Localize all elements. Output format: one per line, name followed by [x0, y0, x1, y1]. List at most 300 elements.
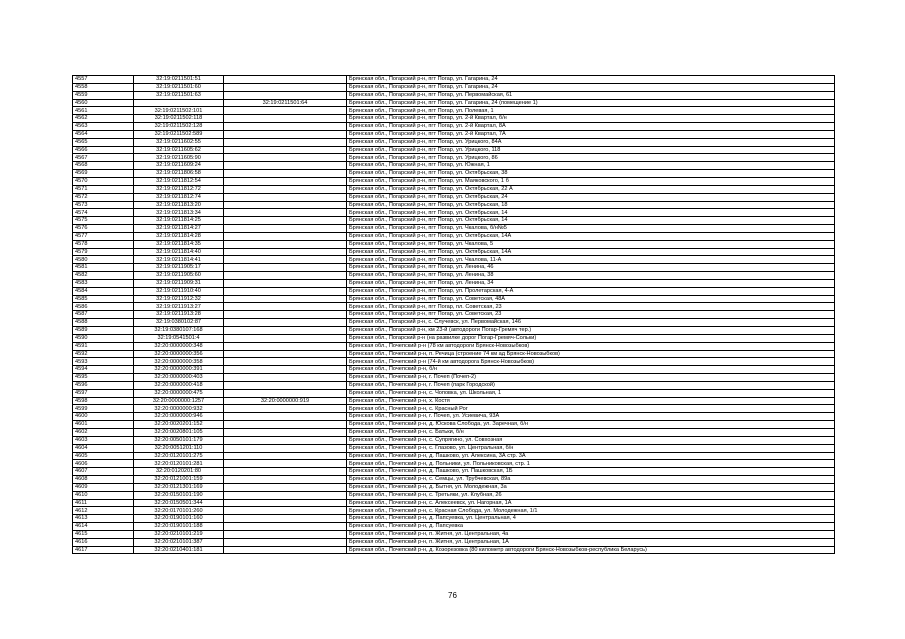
- row-number-cell: 4563: [73, 123, 134, 131]
- table-row: [73, 107, 835, 115]
- address-cell: Брянская обл., Почепский р-н, г. Почеп (парк Городской): [347, 381, 835, 389]
- table-row: [73, 460, 835, 468]
- cadastral-number-cell: 32:19:0211501:60: [134, 83, 224, 91]
- related-cadastral-number-cell: [224, 491, 347, 499]
- related-cadastral-number-cell: [224, 240, 347, 248]
- address-cell: Брянская обл., Почепский р-н, д. Бытня, ул. Молодежная, 3а: [347, 483, 835, 491]
- cadastral-number-cell: 32:20:0210101:387: [134, 538, 224, 546]
- row-number-cell: 4565: [73, 138, 134, 146]
- row-number-cell: 4601: [73, 421, 134, 429]
- table-row: [73, 499, 835, 507]
- related-cadastral-number-cell: [224, 381, 347, 389]
- table-row: [73, 397, 835, 405]
- table-row: [73, 76, 835, 84]
- table-row: [73, 381, 835, 389]
- cadastral-number-cell: 32:20:0000000:356: [134, 350, 224, 358]
- address-cell: Брянская обл., Почепский р-н, п. Житня, ул. Центральная, 1А: [347, 538, 835, 546]
- related-cadastral-number-cell: [224, 185, 347, 193]
- address-cell: Брянская обл., Почепский р-н, с. Красный Рог: [347, 405, 835, 413]
- row-number-cell: 4577: [73, 232, 134, 240]
- table-row: [73, 248, 835, 256]
- row-number-cell: 4568: [73, 162, 134, 170]
- related-cadastral-number-cell: [224, 256, 347, 264]
- table-row: [73, 468, 835, 476]
- address-cell: Брянская обл., Почепский р-н, д. Папсуевка, ул. Центральная, 4: [347, 515, 835, 523]
- related-cadastral-number-cell: [224, 374, 347, 382]
- table-row: [73, 444, 835, 452]
- related-cadastral-number-cell: [224, 303, 347, 311]
- table-row: [73, 225, 835, 233]
- related-cadastral-number-cell: [224, 76, 347, 84]
- row-number-cell: 4573: [73, 201, 134, 209]
- address-cell: Брянская обл., Погарский р-н, пгт Погар, ул. Октябрьская, 14А: [347, 248, 835, 256]
- row-number-cell: 4598: [73, 397, 134, 405]
- cadastral-number-cell: 32:20:0020801:105: [134, 428, 224, 436]
- address-cell: Брянская обл., Почепский р-н, с. Чоповка, ул. Школьная, 1: [347, 389, 835, 397]
- table-row: [73, 123, 835, 131]
- related-cadastral-number-cell: [224, 232, 347, 240]
- related-cadastral-number-cell: [224, 209, 347, 217]
- related-cadastral-number-cell: [224, 123, 347, 131]
- table-row: [73, 272, 835, 280]
- table-row: [73, 201, 835, 209]
- address-cell: Брянская обл., Погарский р-н (на развилке дорог Погар-Гремяч-Сольки): [347, 334, 835, 342]
- table-row: [73, 146, 835, 154]
- table-row: [73, 115, 835, 123]
- related-cadastral-number-cell: [224, 366, 347, 374]
- address-cell: Брянская обл., Погарский р-н, пгт Погар, ул. Октябрьская, 14: [347, 217, 835, 225]
- related-cadastral-number-cell: [224, 311, 347, 319]
- related-cadastral-number-cell: [224, 444, 347, 452]
- table-row: [73, 138, 835, 146]
- row-number-cell: 4583: [73, 279, 134, 287]
- related-cadastral-number-cell: [224, 436, 347, 444]
- related-cadastral-number-cell: [224, 138, 347, 146]
- address-cell: Брянская обл., Погарский р-н, пгт Погар, ул. 2-й Квартал, 7А: [347, 130, 835, 138]
- row-number-cell: 4613: [73, 515, 134, 523]
- related-cadastral-number-cell: [224, 468, 347, 476]
- table-row: [73, 374, 835, 382]
- address-cell: Брянская обл., Погарский р-н, пгт Погар, ул. Полевая, 1: [347, 107, 835, 115]
- address-cell: Брянская обл., Погарский р-н, пгт Погар, ул. Урицкого, 118: [347, 146, 835, 154]
- address-cell: Брянская обл., Погарский р-н, с. Случевск, ул. Первомайская, 146: [347, 319, 835, 327]
- related-cadastral-number-cell: [224, 177, 347, 185]
- cadastral-number-cell: 32:19:0211812:72: [134, 185, 224, 193]
- cadastral-number-cell: 32:20:0000000:475: [134, 389, 224, 397]
- table-row: [73, 256, 835, 264]
- address-cell: Брянская обл., Погарский р-н, пгт Погар, ул. Октябрьская, 18: [347, 201, 835, 209]
- cadastral-number-cell: 32:20:0000000:358: [134, 358, 224, 366]
- address-cell: Брянская обл., Почепский р-н, х. Костя: [347, 397, 835, 405]
- address-cell: Брянская обл., Погарский р-н, пгт Погар, ул. Гагарина, 24: [347, 76, 835, 84]
- registry-table-body: [73, 76, 835, 554]
- address-cell: Брянская обл., Почепский р-н, г. Почеп, ул. Усиевича, 93А: [347, 413, 835, 421]
- cadastral-number-cell: 32:20:0051201:110: [134, 444, 224, 452]
- related-cadastral-number-cell: [224, 342, 347, 350]
- address-cell: Брянская обл., Погарский р-н, пгт Погар, ул. Первомайская, 61: [347, 91, 835, 99]
- row-number-cell: 4615: [73, 530, 134, 538]
- row-number-cell: 4557: [73, 76, 134, 84]
- table-row: [73, 303, 835, 311]
- related-cadastral-number-cell: [224, 476, 347, 484]
- table-row: [73, 546, 835, 554]
- related-cadastral-number-cell: [224, 523, 347, 531]
- row-number-cell: 4592: [73, 350, 134, 358]
- table-row: [73, 311, 835, 319]
- row-number-cell: 4586: [73, 303, 134, 311]
- row-number-cell: 4608: [73, 476, 134, 484]
- related-cadastral-number-cell: [224, 295, 347, 303]
- address-cell: Брянская обл., Почепский р-н (78 км автодороги Брянск-Новозыбков): [347, 342, 835, 350]
- related-cadastral-number-cell: [224, 350, 347, 358]
- table-row: [73, 130, 835, 138]
- cadastral-number-cell: 32:20:0121301:169: [134, 483, 224, 491]
- address-cell: Брянская обл., Погарский р-н, пгт Погар, ул. Октябрьская, 14: [347, 209, 835, 217]
- row-number-cell: 4597: [73, 389, 134, 397]
- row-number-cell: 4600: [73, 413, 134, 421]
- related-cadastral-number-cell: [224, 452, 347, 460]
- cadastral-number-cell: 32:20:0000000:1257: [134, 397, 224, 405]
- row-number-cell: 4567: [73, 154, 134, 162]
- cadastral-number-cell: [134, 99, 224, 107]
- cadastral-number-cell: 32:19:0211814:27: [134, 225, 224, 233]
- address-cell: Брянская обл., Почепский р-н, с. Третьяки, ул. Клубная, 26: [347, 491, 835, 499]
- row-number-cell: 4579: [73, 248, 134, 256]
- cadastral-number-cell: 32:20:0150101:190: [134, 491, 224, 499]
- cadastral-number-cell: 32:20:0120101:275: [134, 452, 224, 460]
- table-row: [73, 405, 835, 413]
- address-cell: Брянская обл., Почепский р-н, с. Семцы, ул. Трубчевская, 89а: [347, 476, 835, 484]
- row-number-cell: 4607: [73, 468, 134, 476]
- cadastral-number-cell: 32:19:0211502:101: [134, 107, 224, 115]
- related-cadastral-number-cell: [224, 507, 347, 515]
- address-cell: Брянская обл., Погарский р-н, пгт Погар, ул. Советская, 23: [347, 311, 835, 319]
- table-row: [73, 350, 835, 358]
- cadastral-number-cell: 32:19:0211905:17: [134, 264, 224, 272]
- related-cadastral-number-cell: [224, 162, 347, 170]
- related-cadastral-number-cell: [224, 115, 347, 123]
- row-number-cell: 4572: [73, 193, 134, 201]
- table-row: [73, 515, 835, 523]
- row-number-cell: 4588: [73, 319, 134, 327]
- cadastral-number-cell: 32:19:0380102:87: [134, 319, 224, 327]
- address-cell: Брянская обл., Погарский р-н, пгт Погар, ул. Октябрьская, 24: [347, 193, 835, 201]
- table-row: [73, 530, 835, 538]
- table-row: [73, 476, 835, 484]
- row-number-cell: 4574: [73, 209, 134, 217]
- related-cadastral-number-cell: [224, 530, 347, 538]
- related-cadastral-number-cell: [224, 515, 347, 523]
- address-cell: Брянская обл., Погарский р-н, пгт Погар, ул. Урицкого, 86: [347, 154, 835, 162]
- row-number-cell: 4604: [73, 444, 134, 452]
- address-cell: Брянская обл., Погарский р-н, пгт Погар, ул. Чкалова, 11-А: [347, 256, 835, 264]
- row-number-cell: 4602: [73, 428, 134, 436]
- table-row: [73, 358, 835, 366]
- table-row: [73, 91, 835, 99]
- cadastral-number-cell: 32:20:0170101:260: [134, 507, 224, 515]
- cadastral-number-cell: 32:19:0211905:60: [134, 272, 224, 280]
- address-cell: Брянская обл., Погарский р-н, пгт Погар, ул. Урицкого, 84А: [347, 138, 835, 146]
- row-number-cell: 4566: [73, 146, 134, 154]
- table-row: [73, 295, 835, 303]
- row-number-cell: 4612: [73, 507, 134, 515]
- related-cadastral-number-cell: [224, 428, 347, 436]
- related-cadastral-number-cell: [224, 279, 347, 287]
- cadastral-number-cell: 32:19:0211812:74: [134, 193, 224, 201]
- address-cell: Брянская обл., Погарский р-н, пгт Погар, ул. 2-й Квартал, 8А: [347, 123, 835, 131]
- address-cell: Брянская обл., Погарский р-н, пгт Погар, ул. Ленина, 34: [347, 279, 835, 287]
- cadastral-number-cell: 32:20:0000000:932: [134, 405, 224, 413]
- table-row: [73, 342, 835, 350]
- row-number-cell: 4559: [73, 91, 134, 99]
- registry-table: [72, 75, 835, 554]
- cadastral-number-cell: 32:20:0150501:344: [134, 499, 224, 507]
- table-row: [73, 170, 835, 178]
- table-row: [73, 264, 835, 272]
- cadastral-number-cell: 32:19:0211814:25: [134, 217, 224, 225]
- row-number-cell: 4581: [73, 264, 134, 272]
- related-cadastral-number-cell: [224, 193, 347, 201]
- cadastral-number-cell: 32:19:0211814:35: [134, 240, 224, 248]
- related-cadastral-number-cell: [224, 483, 347, 491]
- related-cadastral-number-cell: [224, 154, 347, 162]
- related-cadastral-number-cell: [224, 225, 347, 233]
- row-number-cell: 4580: [73, 256, 134, 264]
- table-row: [73, 279, 835, 287]
- table-row: [73, 319, 835, 327]
- related-cadastral-number-cell: [224, 272, 347, 280]
- related-cadastral-number-cell: 32:20:0000000:919: [224, 397, 347, 405]
- address-cell: Брянская обл., Почепский р-н, п. Речица (строение 74 км ад Брянск-Новозыбков): [347, 350, 835, 358]
- cadastral-number-cell: 32:20:0120201:80: [134, 468, 224, 476]
- related-cadastral-number-cell: [224, 319, 347, 327]
- address-cell: Брянская обл., Почепский р-н, д. Пашково, ул. Алексина, 3А стр. 3А: [347, 452, 835, 460]
- address-cell: Брянская обл., Погарский р-н, пгт Погар, ул. Чкалова, б/н№5: [347, 225, 835, 233]
- row-number-cell: 4561: [73, 107, 134, 115]
- row-number-cell: 4599: [73, 405, 134, 413]
- address-cell: Брянская обл., Погарский р-н, пгт Погар, ул. Чкалова, 5: [347, 240, 835, 248]
- address-cell: Брянская обл., Почепский р-н, с. Красная Слобода, ул. Молодежная, 1/1: [347, 507, 835, 515]
- table-row: [73, 232, 835, 240]
- table-row: [73, 436, 835, 444]
- cadastral-number-cell: 32:19:0211605:90: [134, 154, 224, 162]
- cadastral-number-cell: 32:19:0211913:27: [134, 303, 224, 311]
- cadastral-number-cell: 32:20:0120101:281: [134, 460, 224, 468]
- row-number-cell: 4558: [73, 83, 134, 91]
- table-row: [73, 421, 835, 429]
- cadastral-number-cell: 32:19:0211913:28: [134, 311, 224, 319]
- related-cadastral-number-cell: [224, 405, 347, 413]
- cadastral-number-cell: 32:19:0211501:51: [134, 76, 224, 84]
- address-cell: Брянская обл., Почепский р-н, с. Батьки, б/н: [347, 428, 835, 436]
- related-cadastral-number-cell: [224, 91, 347, 99]
- cadastral-number-cell: 32:19:0211814:40: [134, 248, 224, 256]
- related-cadastral-number-cell: [224, 413, 347, 421]
- cadastral-number-cell: 32:19:0211605:62: [134, 146, 224, 154]
- related-cadastral-number-cell: [224, 217, 347, 225]
- related-cadastral-number-cell: [224, 248, 347, 256]
- cadastral-number-cell: 32:20:0121001:159: [134, 476, 224, 484]
- row-number-cell: 4587: [73, 311, 134, 319]
- cadastral-number-cell: 32:19:0211814:28: [134, 232, 224, 240]
- cadastral-number-cell: 32:19:0211912:32: [134, 295, 224, 303]
- row-number-cell: 4578: [73, 240, 134, 248]
- table-row: [73, 523, 835, 531]
- related-cadastral-number-cell: [224, 146, 347, 154]
- address-cell: Брянская обл., Почепский р-н, д. Козорезовка (80 километр автодороги Брянск-Новозыбков-республика Беларусь): [347, 546, 835, 554]
- row-number-cell: 4594: [73, 366, 134, 374]
- row-number-cell: 4606: [73, 460, 134, 468]
- table-row: [73, 177, 835, 185]
- address-cell: Брянская обл., Погарский р-н, пгт Погар, ул. Октябрьская, 38: [347, 170, 835, 178]
- cadastral-number-cell: 32:20:0020201:152: [134, 421, 224, 429]
- related-cadastral-number-cell: [224, 170, 347, 178]
- cadastral-number-cell: 32:20:0000000:403: [134, 374, 224, 382]
- address-cell: Брянская обл., Погарский р-н, пгт Погар, ул. Пролетарская, 4-А: [347, 287, 835, 295]
- related-cadastral-number-cell: [224, 389, 347, 397]
- address-cell: Брянская обл., Погарский р-н, пгт Погар, ул. Гагарина, 24: [347, 83, 835, 91]
- cadastral-number-cell: 32:19:0211806:58: [134, 170, 224, 178]
- row-number-cell: 4589: [73, 327, 134, 335]
- address-cell: Брянская обл., Погарский р-н, пгт Погар, ул. Октябрьская, 22 А: [347, 185, 835, 193]
- related-cadastral-number-cell: [224, 538, 347, 546]
- related-cadastral-number-cell: 32:19:0211501:64: [224, 99, 347, 107]
- table-row: [73, 185, 835, 193]
- row-number-cell: 4616: [73, 538, 134, 546]
- cadastral-number-cell: 32:20:0000000:946: [134, 413, 224, 421]
- table-row: [73, 538, 835, 546]
- table-row: [73, 240, 835, 248]
- row-number-cell: 4584: [73, 287, 134, 295]
- address-cell: Брянская обл., Погарский р-н, км 23-й (автодороги Погар-Гремяч тер.): [347, 327, 835, 335]
- cadastral-number-cell: 32:19:0541501:4: [134, 334, 224, 342]
- table-row: [73, 287, 835, 295]
- row-number-cell: 4569: [73, 170, 134, 178]
- cadastral-number-cell: 32:19:0380107:168: [134, 327, 224, 335]
- cadastral-number-cell: 32:20:0000000:391: [134, 366, 224, 374]
- address-cell: Брянская обл., Почепский р-н, б/н: [347, 366, 835, 374]
- row-number-cell: 4617: [73, 546, 134, 554]
- related-cadastral-number-cell: [224, 358, 347, 366]
- address-cell: Брянская обл., Погарский р-н, пгт Погар, ул. Гагарина, 24 (помещение 1): [347, 99, 835, 107]
- table-row: [73, 209, 835, 217]
- table-row: [73, 413, 835, 421]
- table-row: [73, 162, 835, 170]
- page-number: 76: [448, 591, 457, 600]
- related-cadastral-number-cell: [224, 264, 347, 272]
- table-row: [73, 83, 835, 91]
- cadastral-number-cell: 32:19:0211814:41: [134, 256, 224, 264]
- row-number-cell: 4585: [73, 295, 134, 303]
- row-number-cell: 4611: [73, 499, 134, 507]
- cadastral-number-cell: 32:19:0211813:20: [134, 201, 224, 209]
- cadastral-number-cell: 32:20:0190101:160: [134, 515, 224, 523]
- related-cadastral-number-cell: [224, 130, 347, 138]
- table-row: [73, 389, 835, 397]
- table-row: [73, 491, 835, 499]
- row-number-cell: 4591: [73, 342, 134, 350]
- related-cadastral-number-cell: [224, 546, 347, 554]
- related-cadastral-number-cell: [224, 334, 347, 342]
- address-cell: Брянская обл., Погарский р-н, пгт Погар, ул. Маяковского, 1 б: [347, 177, 835, 185]
- related-cadastral-number-cell: [224, 287, 347, 295]
- table-row: [73, 193, 835, 201]
- related-cadastral-number-cell: [224, 499, 347, 507]
- table-row: [73, 452, 835, 460]
- row-number-cell: 4609: [73, 483, 134, 491]
- cadastral-number-cell: 32:20:0000000:348: [134, 342, 224, 350]
- address-cell: Брянская обл., Погарский р-н, пгт Погар, ул. Ленина, 46: [347, 264, 835, 272]
- address-cell: Брянская обл., Погарский р-н, пгт Погар, ул. Октябрьская, 14А: [347, 232, 835, 240]
- row-number-cell: 4590: [73, 334, 134, 342]
- row-number-cell: 4593: [73, 358, 134, 366]
- table-row: [73, 428, 835, 436]
- address-cell: Брянская обл., Погарский р-н, пгт Погар, ул. Советская, 48А: [347, 295, 835, 303]
- table-row: [73, 217, 835, 225]
- row-number-cell: 4610: [73, 491, 134, 499]
- cadastral-number-cell: 32:19:0211813:34: [134, 209, 224, 217]
- related-cadastral-number-cell: [224, 421, 347, 429]
- cadastral-number-cell: 32:19:0211909:31: [134, 279, 224, 287]
- address-cell: Брянская обл., Почепский р-н, с. Супрягино, ул. Совхозная: [347, 436, 835, 444]
- related-cadastral-number-cell: [224, 107, 347, 115]
- related-cadastral-number-cell: [224, 201, 347, 209]
- row-number-cell: 4596: [73, 381, 134, 389]
- address-cell: Брянская обл., Почепский р-н, д. Папсуевка: [347, 523, 835, 531]
- table-row: [73, 154, 835, 162]
- row-number-cell: 4582: [73, 272, 134, 280]
- row-number-cell: 4564: [73, 130, 134, 138]
- table-row: [73, 99, 835, 107]
- cadastral-number-cell: 32:19:0211602:55: [134, 138, 224, 146]
- address-cell: Брянская обл., Почепский р-н, г. Почеп (Почеп-2): [347, 374, 835, 382]
- row-number-cell: 4605: [73, 452, 134, 460]
- address-cell: Брянская обл., Почепский р-н, с. Алексеевск, ул. Нагорная, 1А: [347, 499, 835, 507]
- row-number-cell: 4576: [73, 225, 134, 233]
- row-number-cell: 4575: [73, 217, 134, 225]
- cadastral-number-cell: 32:19:0211812:54: [134, 177, 224, 185]
- address-cell: Брянская обл., Почепский р-н, д. Пашково, ул. Пашковская, 1Б: [347, 468, 835, 476]
- cadastral-number-cell: 32:20:0000000:418: [134, 381, 224, 389]
- address-cell: Брянская обл., Погарский р-н, пгт Погар, ул. Южная, 1: [347, 162, 835, 170]
- cadastral-number-cell: 32:19:0211502:589: [134, 130, 224, 138]
- row-number-cell: 4570: [73, 177, 134, 185]
- cadastral-number-cell: 32:19:0211501:63: [134, 91, 224, 99]
- row-number-cell: 4595: [73, 374, 134, 382]
- cadastral-number-cell: 32:20:0190101:188: [134, 523, 224, 531]
- table-row: [73, 507, 835, 515]
- row-number-cell: 4614: [73, 523, 134, 531]
- row-number-cell: 4571: [73, 185, 134, 193]
- table-row: [73, 483, 835, 491]
- cadastral-number-cell: 32:19:0211910:40: [134, 287, 224, 295]
- address-cell: Брянская обл., Погарский р-н, пгт Погар, ул. Ленина, 38: [347, 272, 835, 280]
- cadastral-number-cell: 32:20:0050101:179: [134, 436, 224, 444]
- address-cell: Брянская обл., Почепский р-н, с. Глазово, ул. Центральная, б/н: [347, 444, 835, 452]
- table-row: [73, 334, 835, 342]
- row-number-cell: 4562: [73, 115, 134, 123]
- related-cadastral-number-cell: [224, 83, 347, 91]
- related-cadastral-number-cell: [224, 327, 347, 335]
- row-number-cell: 4603: [73, 436, 134, 444]
- address-cell: Брянская обл., Почепский р-н, п. Житня, ул. Центральная, 4а: [347, 530, 835, 538]
- address-cell: Брянская обл., Погарский р-н, пгт Погар, ул. 2-й Квартал, б/н: [347, 115, 835, 123]
- address-cell: Брянская обл., Почепский р-н, д. Польники, ул. Польниковская, стр. 1: [347, 460, 835, 468]
- address-cell: Брянская обл., Почепский р-н (74-й км автодорога Брянск-Новозыбков): [347, 358, 835, 366]
- cadastral-number-cell: 32:20:0210101:219: [134, 530, 224, 538]
- related-cadastral-number-cell: [224, 460, 347, 468]
- cadastral-number-cell: 32:19:0211502:128: [134, 123, 224, 131]
